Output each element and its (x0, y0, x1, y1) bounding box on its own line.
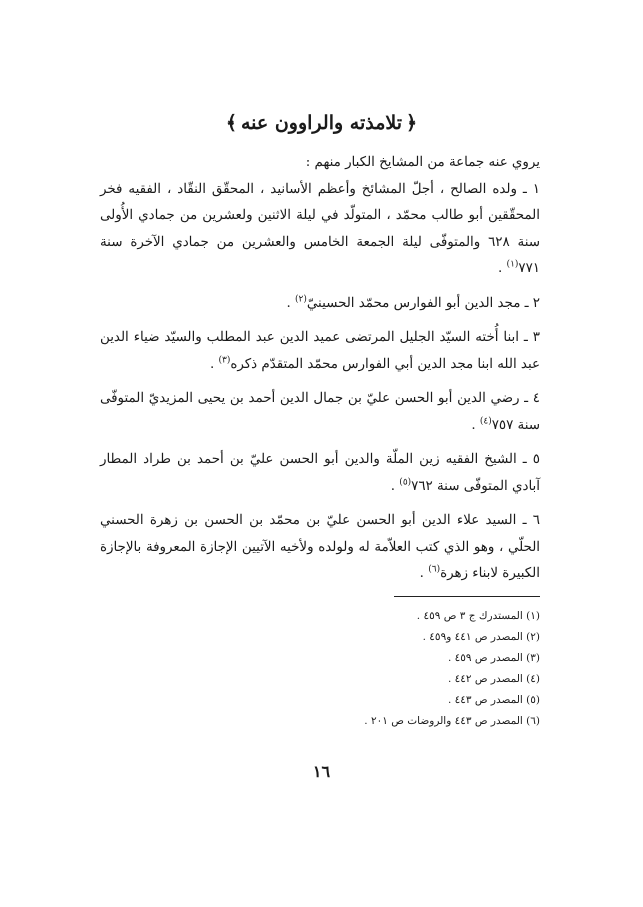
footnote-item: (١) المستدرك ج ٣ ص ٤٥٩ . (416, 610, 540, 622)
entry-end: . (419, 566, 424, 581)
entry-5 (100, 447, 540, 500)
footnote-ref: (٥) (399, 477, 412, 488)
footnote-item: (٦) المصدر ص ٤٤٣ والروضات ص ٢٠١ . (364, 715, 540, 727)
entry-6 (100, 508, 540, 588)
entry-3 (100, 325, 540, 378)
heading-ornament-right: ﴿ (406, 112, 418, 134)
entry-text: ١ ـ ولده الصالح ، أجلّ المشائخ وأعظم الأسانيد ، المحقّق النقّاد ، الفقيه فخر المحقّقين أبو طالب محمّد ، المتولّد في ليلة الاثنين ولعشرين من جمادي الأُولى سنة ٦٢٨ والمتوفّى ليلة الجمعة الخامس والعشرين من جمادي الآخرة سنة ٧٧١ (100, 181, 540, 276)
footnote-item: (٥) المصدر ص ٤٤٣ . (447, 694, 540, 706)
footnote-ref: (٤) (479, 416, 492, 427)
footnote-item: (٣) المصدر ص ٤٥٩ . (447, 652, 540, 664)
heading-text: تلامذته والراوون عنه (240, 112, 403, 134)
intro-line: يروي عنه جماعة من المشايخ الكبار منهم : (305, 155, 540, 170)
entry-end: . (210, 356, 215, 372)
footnote-item: (٢) المصدر ص ٤٤١ و٤٥٩ . (422, 631, 540, 643)
entry-end: . (390, 478, 396, 494)
heading-ornament-left: ﴾ (225, 112, 237, 134)
main-text (100, 150, 540, 588)
section-heading (0, 112, 643, 134)
footnote-divider (394, 596, 540, 597)
entry-text: ٤ ـ رضي الدين أبو الحسن عليّ بن جمال الدين أحمد بن يحيى المزيديّ المتوفّى سنة ٧٥٧ (100, 391, 540, 433)
entry-2 (100, 291, 540, 318)
footnote-ref: (٦) (428, 564, 441, 575)
footnotes-list (100, 606, 540, 732)
entry-text: ٢ ـ مجد الدين أبو الفوارس محمّد الحسينيّ (306, 295, 540, 311)
entry-4 (100, 386, 540, 439)
entry-1 (100, 177, 540, 283)
footnote-ref: (١) (506, 259, 519, 270)
page-number: ١٦ (312, 762, 331, 781)
footnote-ref: (٣) (218, 355, 231, 366)
entry-end: . (471, 417, 476, 433)
entry-text: ٣ ـ ابنا أُخته السيّد الجليل المرتضى عميد الدين عبد المطلب والسيّد ضياء الدين عبد الله ابنا مجد الدين أبي الفوارس محمّد المتقدّم ذكره (100, 330, 540, 372)
footnote-ref: (٢) (295, 294, 307, 305)
entry-text: ٥ ـ الشيخ الفقيه زين الملّة والدين أبو الحسن عليّ بن أحمد بن طراد المطار آبادي المتوفّى سنة ٧٦٢ (100, 452, 540, 494)
footnote-item: (٤) المصدر ص ٤٤٢ . (447, 673, 540, 685)
entry-end: . (498, 261, 503, 276)
entry-text: ٦ ـ السيد علاء الدين أبو الحسن عليّ بن محمّد بن الحسن بن زهرة الحسني الحلّي ، وهو الذي كتب العلاّمة له ولولده ولأخيه الآتيين الإجازة المعروفة بالإجازة الكبيرة لابناء زهرة (100, 513, 540, 581)
entry-end: . (286, 295, 291, 311)
